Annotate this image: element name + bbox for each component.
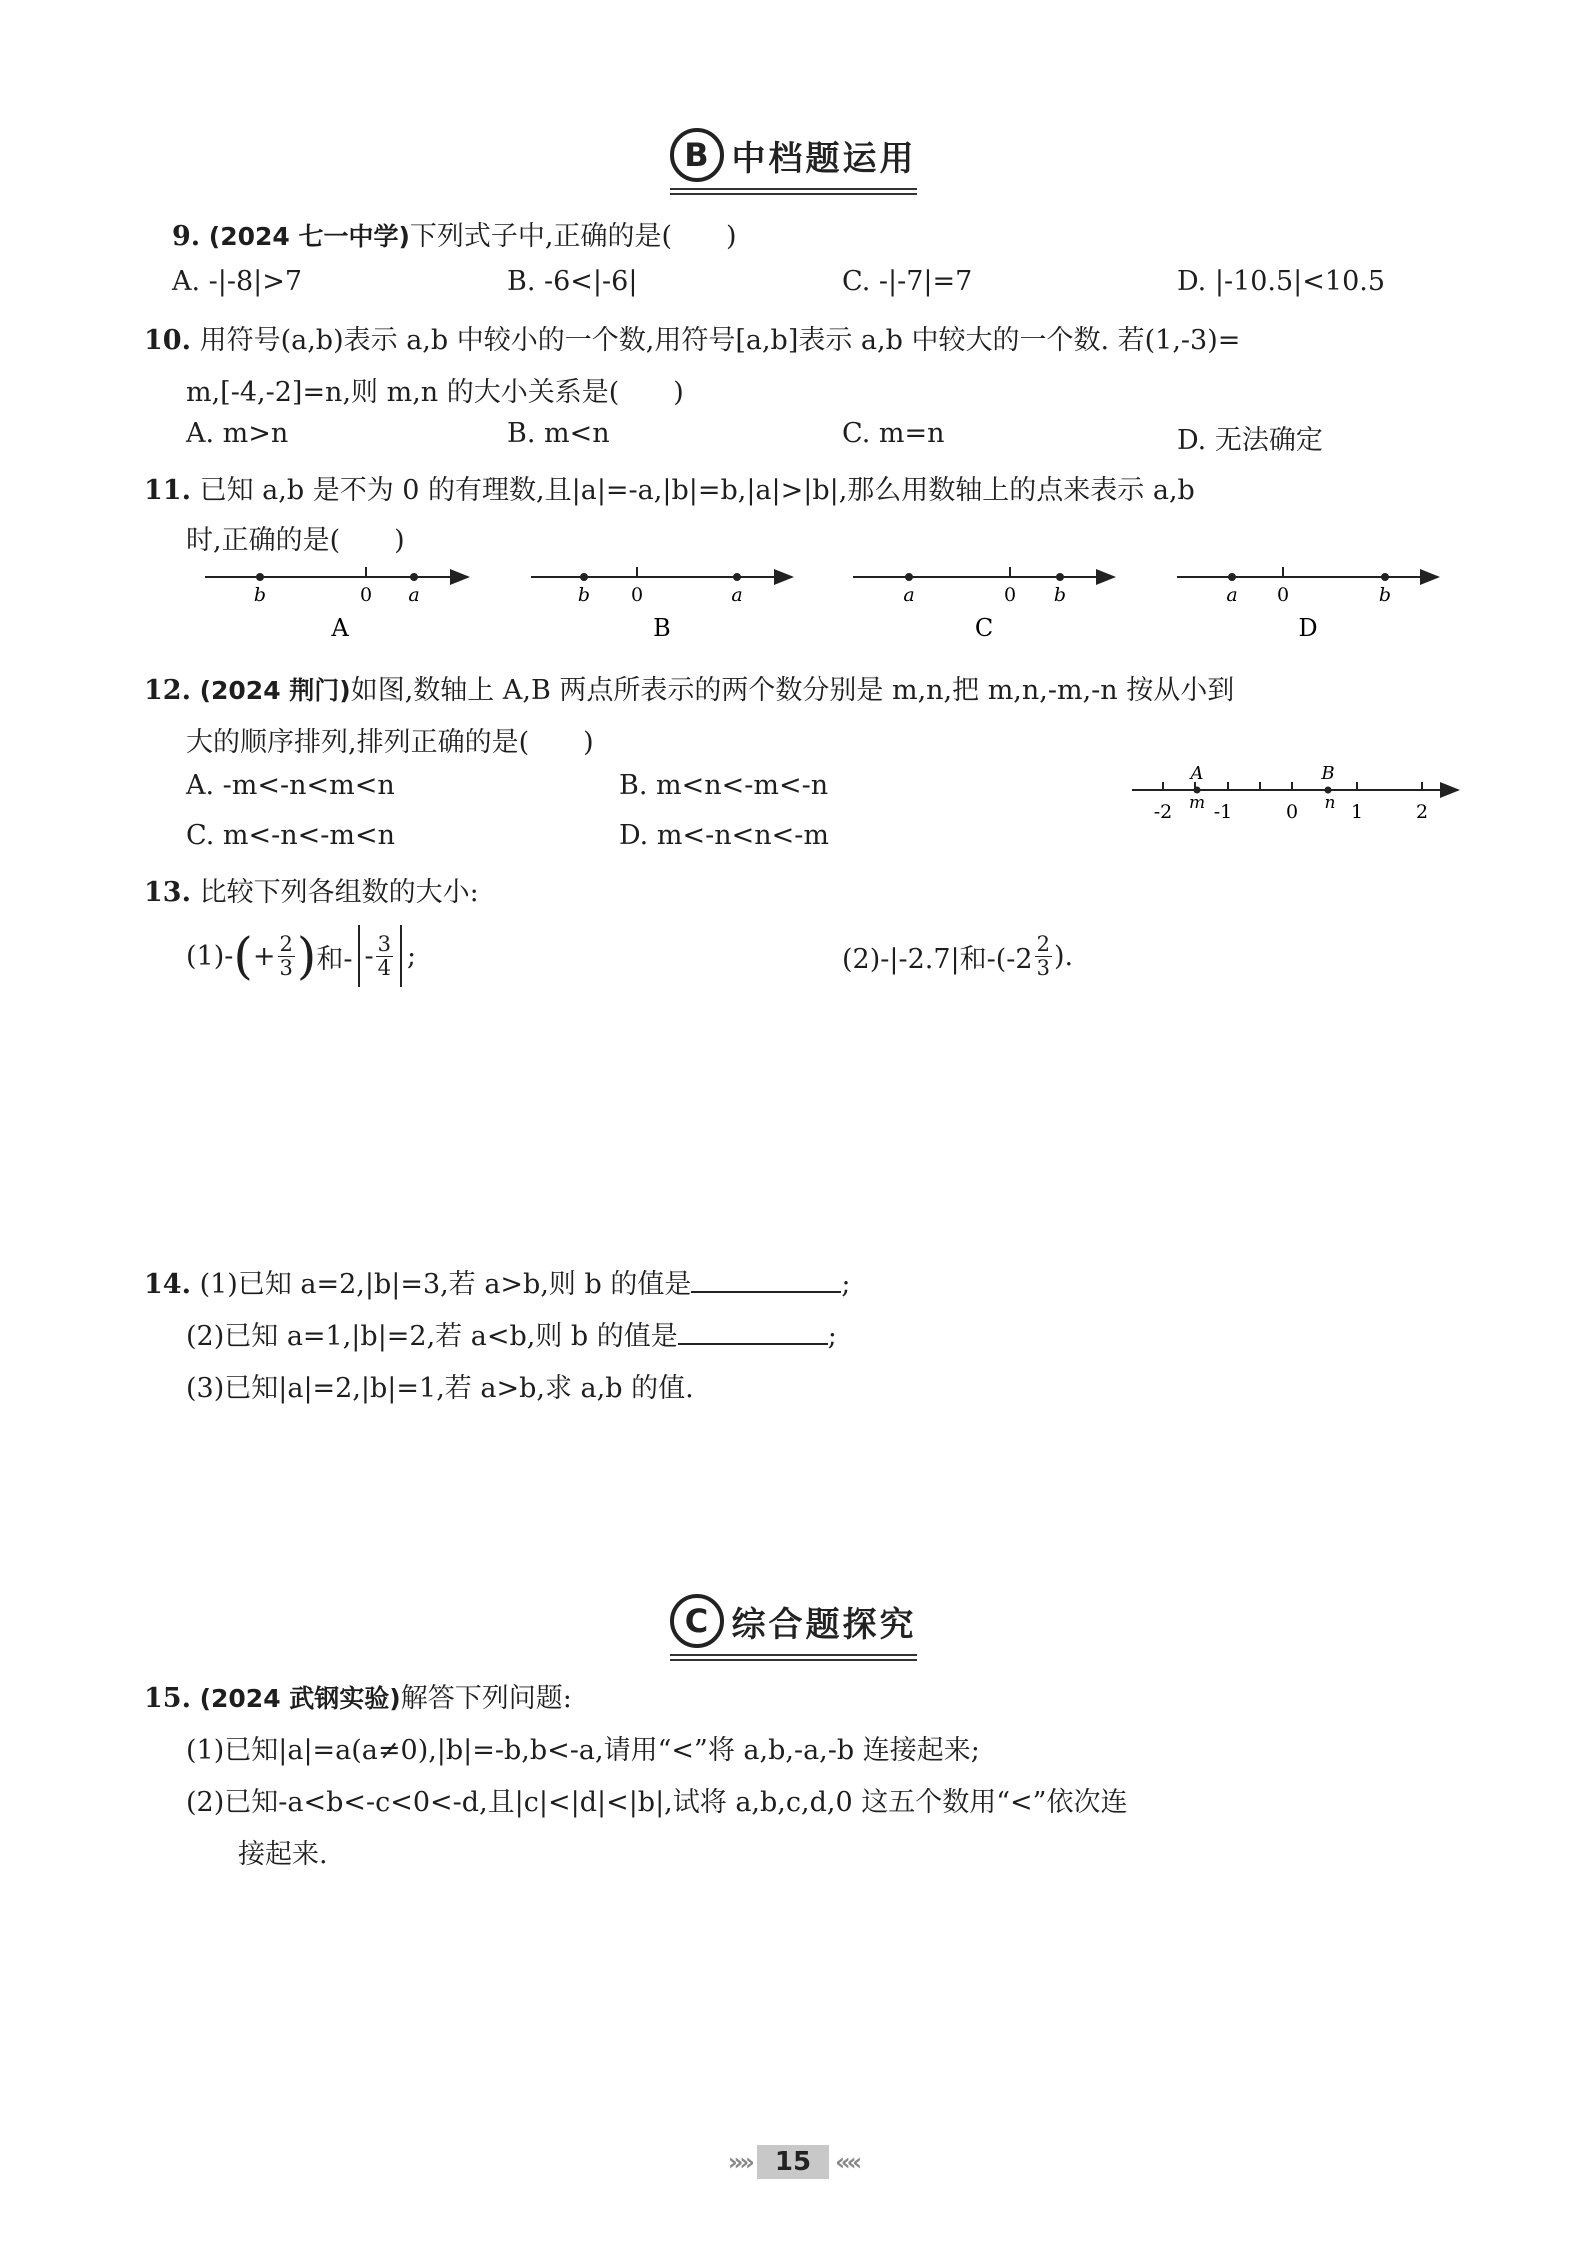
q11-b-point-3: a — [731, 584, 743, 606]
q12-line-2: 大的顺序排列,排列正确的是( ) — [186, 727, 594, 758]
q11-c-point-3: b — [1053, 584, 1067, 606]
section-c-heading — [0, 1594, 1586, 1661]
q11-a-point-2: 0 — [359, 584, 373, 606]
q13-p1-fraction-1 — [278, 933, 295, 978]
q13-p2-fraction — [1035, 933, 1052, 978]
q11-c-point-2: 0 — [1003, 584, 1017, 606]
q12-tick-minus-2: -2 — [1153, 801, 1173, 823]
q11-c-point-1: a — [903, 584, 915, 606]
q11-line-2: 时,正确的是( ) — [186, 525, 405, 556]
q11-d-point-2: 0 — [1276, 584, 1290, 606]
q11-figure-c — [853, 567, 1114, 642]
q12-point-b-label: B — [1321, 763, 1335, 784]
q13-p2-text: (2)-|-2.7|和-(-2 — [842, 943, 1033, 975]
q12-number-line — [1120, 762, 1470, 830]
q12-option-b: B. m<n<-m<-n — [619, 770, 829, 801]
q15-part-1: (1)已知|a|=a(a≠0),|b|=-b,b<-a,请用“<”将 a,b,-a,-b 连接起来; — [186, 1735, 980, 1766]
section-b-heading — [0, 128, 1586, 195]
q9-source: (2024 七一中学) — [208, 222, 410, 251]
q11-d-point-3: b — [1378, 584, 1392, 606]
q9-number: 9. — [172, 221, 201, 252]
q12-n-label: n — [1324, 793, 1336, 813]
right-arrows-icon: «« — [835, 2148, 859, 2176]
q10-number: 10. — [144, 325, 191, 356]
q9-option-b: B. -6<|-6| — [507, 266, 638, 297]
q13-p2-frac-den: 3 — [1036, 955, 1050, 980]
q15-source: (2024 武钢实验) — [199, 1684, 401, 1713]
q11-figure-a — [205, 567, 468, 642]
q13-part-2 — [842, 920, 1073, 992]
q11-line-1 — [144, 468, 1195, 507]
section-b-badge: B — [670, 128, 724, 182]
q13-p1-tail: ; — [407, 940, 417, 972]
q10-line-2: m,[-4,-2]=n,则 m,n 的大小关系是( ) — [186, 377, 684, 408]
q14-part-3: (3)已知|a|=2,|b|=1,若 a>b,求 a,b 的值. — [186, 1373, 694, 1404]
page-number: 15 — [757, 2145, 829, 2179]
q12-source: (2024 荆门) — [199, 676, 351, 705]
q12-tick-minus-1: -1 — [1213, 801, 1233, 823]
q12-option-a: A. -m<-n<m<n — [186, 770, 395, 801]
q13-p1-frac2-num: 3 — [377, 932, 392, 957]
q14-p1-text: (1)已知 a=2,|b|=3,若 a>b,则 b 的值是 — [199, 1269, 692, 1300]
q12-tick-2: 2 — [1415, 801, 1429, 823]
q13-number: 13. — [144, 877, 191, 908]
q12-tick-0: 0 — [1285, 801, 1299, 823]
q9-stem-line — [172, 214, 737, 253]
q13-p1-label: (1)- — [186, 940, 234, 972]
q11-a-point-3: a — [408, 584, 420, 606]
section-c-badge: C — [670, 1594, 724, 1648]
q13-p1-frac1-num: 2 — [279, 932, 293, 957]
q11-number: 11. — [144, 475, 191, 506]
q10-text-1: 用符号(a,b)表示 a,b 中较小的一个数,用符号[a,b]表示 a,b 中较大的一个数. 若(1,-3)= — [199, 325, 1241, 356]
q13-p1-fraction-2 — [376, 933, 393, 978]
q12-m-label: m — [1188, 793, 1206, 813]
q13-p1-sign: + — [252, 940, 276, 972]
q15-stem-line — [144, 1676, 572, 1715]
q13-stem-line — [144, 870, 479, 909]
q13-p1-abs-bar-right — [400, 925, 402, 987]
q13-p1-abs-bar-left — [358, 925, 360, 987]
q13-p1-frac1-den: 3 — [279, 955, 293, 980]
q12-point-a-label: A — [1190, 763, 1204, 784]
section-c-title: 综合题探究 — [731, 1604, 917, 1645]
q10-option-b: B. m<n — [507, 418, 610, 449]
q11-d-point-1: a — [1226, 584, 1238, 606]
q14-p1-answer-blank[interactable] — [691, 1267, 841, 1293]
left-arrows-icon: »» — [727, 2148, 751, 2176]
q11-b-point-2: 0 — [630, 584, 644, 606]
q14-p2-answer-blank[interactable] — [678, 1319, 828, 1345]
q14-number: 14. — [144, 1269, 191, 1300]
q14-p2-sep: ; — [827, 1321, 837, 1352]
q15-part-2-line-1: (2)已知-a<b<-c<0<-d,且|c|<|d|<|b|,试将 a,b,c,d,0 这五个数用“<”依次连 — [186, 1787, 1128, 1818]
q10-option-a: A. m>n — [186, 418, 289, 449]
q9-option-c: C. -|-7|=7 — [842, 266, 973, 297]
q11-a-label: A — [331, 614, 349, 642]
q14-part-1 — [144, 1262, 850, 1301]
q9-stem: 下列式子中,正确的是( ) — [409, 221, 737, 252]
q11-d-label: D — [1298, 614, 1318, 642]
q13-part-1 — [186, 920, 416, 992]
q12-line-1 — [144, 668, 1234, 707]
q10-option-d: D. 无法确定 — [1177, 425, 1323, 456]
q11-text-1: 已知 a,b 是不为 0 的有理数,且|a|=-a,|b|=b,|a|>|b|,那么用数轴上的点来表示 a,b — [199, 475, 1195, 506]
q12-option-c: C. m<-n<-m<n — [186, 820, 395, 851]
q14-p1-sep: ; — [841, 1269, 851, 1300]
q9-option-d: D. |-10.5|<10.5 — [1177, 266, 1386, 297]
q13-p1-frac2-den: 4 — [377, 955, 392, 980]
q15-stem: 解答下列问题: — [400, 1683, 572, 1714]
q12-option-d: D. m<-n<n<-m — [619, 820, 829, 851]
q9-option-a: A. -|-8|>7 — [172, 266, 303, 297]
q11-figure-d — [1177, 567, 1438, 642]
q11-a-point-1: b — [253, 584, 267, 606]
section-b-title: 中档题运用 — [731, 138, 917, 179]
q13-stem: 比较下列各组数的大小: — [199, 877, 479, 908]
q15-number: 15. — [144, 1683, 191, 1714]
q15-part-2-line-2: 接起来. — [238, 1839, 328, 1870]
q13-p2-tail: ). — [1053, 940, 1074, 972]
q13-p1-mid: 和- — [316, 943, 353, 975]
page-footer — [703, 2142, 883, 2182]
q11-b-label: B — [653, 614, 671, 642]
q11-b-point-1: b — [577, 584, 591, 606]
q11-figure-b — [531, 567, 792, 642]
q13-p1-close-paren: ) — [296, 927, 317, 985]
q12-text-1: 如图,数轴上 A,B 两点所表示的两个数分别是 m,n,把 m,n,-m,-n 按从小到 — [350, 675, 1235, 706]
q12-number: 12. — [144, 675, 191, 706]
q10-option-c: C. m=n — [842, 418, 945, 449]
q13-p1-open-paren: ( — [233, 927, 253, 985]
q11-number-lines — [0, 555, 1586, 645]
q10-line-1 — [144, 318, 1240, 357]
q13-p2-frac-num: 2 — [1036, 932, 1050, 957]
q11-c-label: C — [974, 614, 994, 642]
q13-p1-minus: - — [364, 940, 374, 972]
q14-part-2 — [186, 1314, 837, 1353]
q12-tick-1: 1 — [1350, 801, 1364, 823]
q14-p2-text: (2)已知 a=1,|b|=2,若 a<b,则 b 的值是 — [186, 1321, 678, 1352]
